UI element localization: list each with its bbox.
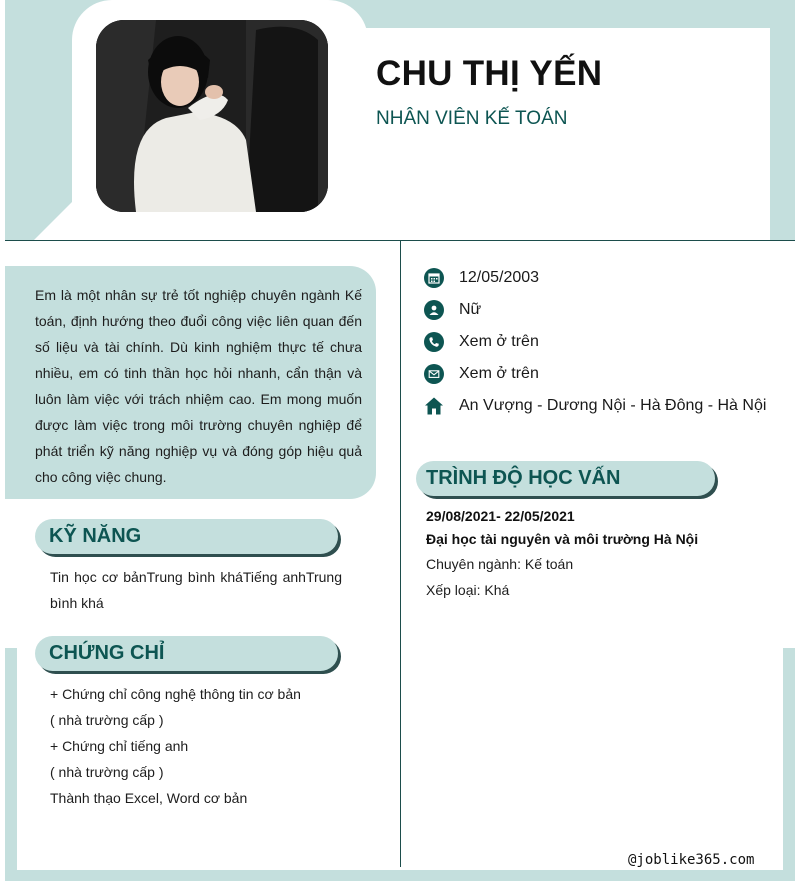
candidate-name: CHU THỊ YẾN — [376, 54, 603, 93]
phone-icon — [424, 332, 444, 352]
contact-email[interactable] — [424, 363, 539, 385]
certificate-line: + Chứng chỉ công nghệ thông tin cơ bản — [50, 686, 301, 702]
contact-birthday — [424, 267, 539, 289]
phone-value: Xem ở trên — [459, 333, 539, 350]
certificate-line: + Chứng chỉ tiếng anh — [50, 738, 189, 754]
avatar — [96, 20, 328, 212]
address-value: An Vượng - Dương Nội - Hà Đông - Hà Nội — [459, 397, 767, 414]
education-school: Đại học tài nguyên và môi trường Hà Nội — [426, 531, 699, 547]
contact-phone[interactable] — [424, 331, 539, 353]
envelope-icon — [424, 364, 444, 384]
birthday-value: 12/05/2003 — [459, 269, 540, 286]
footer-watermark: @joblike365.com — [628, 852, 755, 868]
contact-gender — [424, 299, 481, 321]
job-title: NHÂN VIÊN KẾ TOÁN — [376, 108, 568, 129]
certificate-line: Thành thạo Excel, Word cơ bản — [50, 790, 248, 806]
contact-address — [424, 395, 766, 417]
education-rank: Xếp loại: Khá — [426, 582, 510, 598]
certificate-line: ( nhà trường cấp ) — [50, 764, 164, 780]
calendar-icon — [424, 268, 444, 288]
certificates-heading: CHỨNG CHỈ — [35, 636, 338, 671]
education-date: 29/08/2021- 22/05/2021 — [426, 508, 575, 524]
education-major: Chuyên ngành: Kế toán — [426, 556, 574, 572]
photo-frame-notch — [34, 200, 74, 240]
summary-box — [5, 266, 376, 499]
gender-value: Nữ — [459, 301, 482, 318]
education-heading: TRÌNH ĐỘ HỌC VẤN — [416, 461, 715, 496]
home-icon — [424, 396, 444, 416]
email-value: Xem ở trên — [459, 365, 539, 382]
person-icon — [424, 300, 444, 320]
certificates-list — [50, 681, 370, 811]
summary-text: Em là một nhân sự trẻ tốt nghiệp chuyên ngành Kế toán, định hướng theo đuổi công việc liên quan đến số liệu và tài chính. Dù kinh nghiệm thực tế chưa nhiều, em có tinh thần học hỏi nhanh, cẩn thận và luôn làm việc với trách nhiệm cao. Em mong muốn được làm việc trong môi trường chuyên nghiệp để phát triển kỹ năng nghiệp vụ và đóng góp hiệu quả cho công việc chung. — [35, 287, 362, 485]
skills-text: Tin học cơ bảnTrung bình kháTiếng anhTrung bình khá — [50, 569, 342, 611]
skills-heading: KỸ NĂNG — [35, 519, 338, 554]
certificate-line: ( nhà trường cấp ) — [50, 712, 164, 728]
vertical-divider — [400, 241, 401, 867]
